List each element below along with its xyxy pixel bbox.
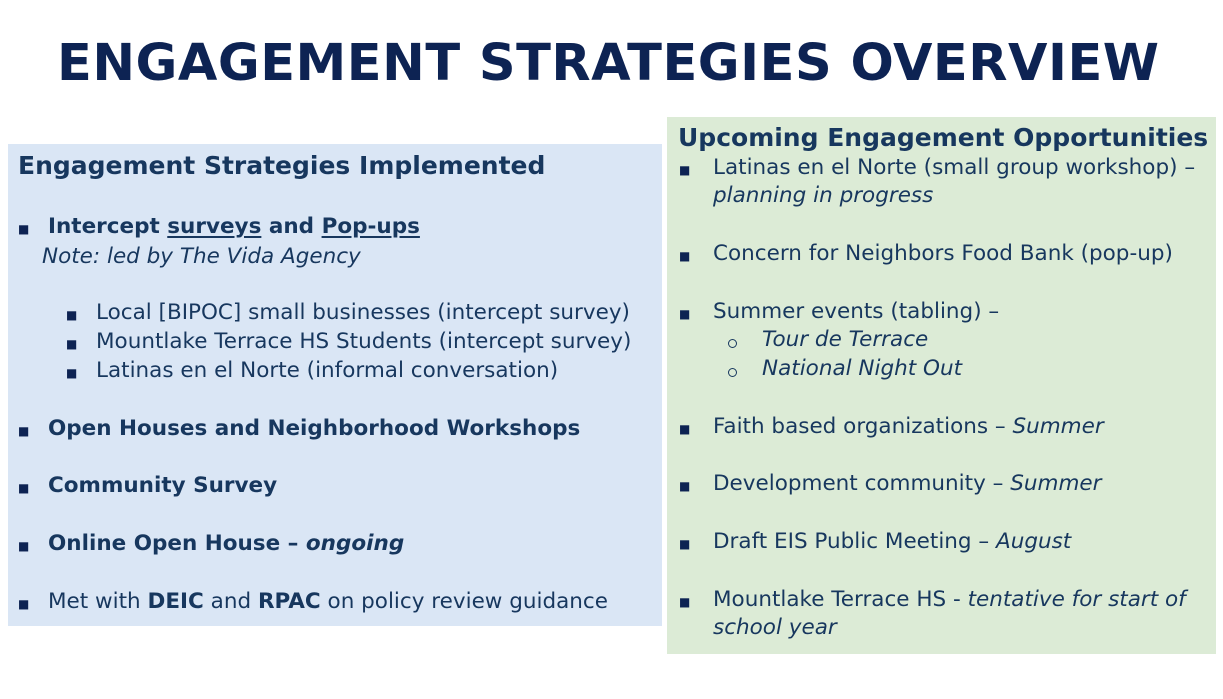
development-text: Development community – (713, 471, 1011, 496)
bullet-square-icon: ■ (66, 337, 78, 351)
intercept-text: Intercept (48, 214, 168, 239)
bullet-square-icon: ■ (18, 597, 30, 611)
summer-text: Summer (1012, 414, 1104, 439)
vida-agency-note: Note: led by The Vida Agency (42, 244, 361, 269)
mlt-hs-item (713, 587, 1186, 612)
policy-review-text: on policy review guidance (320, 589, 608, 614)
open-houses-item: Open Houses and Neighborhood Workshops (48, 416, 581, 441)
august-text: August (996, 529, 1072, 554)
faith-based-item (713, 414, 1104, 439)
bullet-circle-icon (728, 368, 737, 377)
bullet-square-icon: ■ (679, 595, 691, 609)
surveys-link-text: surveys (167, 214, 262, 239)
bullet-circle-icon (728, 339, 737, 348)
development-community-item (713, 471, 1101, 496)
bullet-square-icon: ■ (679, 479, 691, 493)
mlt-hs-text: Mountlake Terrace HS - (713, 587, 968, 612)
draft-eis-item (713, 529, 1071, 554)
bullet-square-icon: ■ (679, 163, 691, 177)
summer-events-item: Summer events (tabling) – (713, 299, 1000, 324)
bullet-square-icon: ■ (18, 222, 30, 236)
deic-text: DEIC (147, 589, 204, 614)
sub-item-hs-students: Mountlake Terrace HS Students (intercept survey) (96, 329, 632, 354)
bullet-square-icon: ■ (679, 307, 691, 321)
school-year-text: school year (713, 615, 837, 640)
and-text: and (261, 214, 322, 239)
draft-eis-text: Draft EIS Public Meeting – (713, 529, 996, 554)
food-bank-item: Concern for Neighbors Food Bank (pop-up) (713, 241, 1173, 266)
intercept-surveys-item (48, 214, 420, 239)
sub-item-bipoc-businesses: Local [BIPOC] small businesses (intercept survey) (96, 300, 630, 325)
bullet-square-icon: ■ (66, 308, 78, 322)
tour-de-terrace-item: Tour de Terrace (762, 327, 929, 352)
online-open-house-text: Online Open House – (48, 531, 306, 556)
bullet-square-icon: ■ (18, 539, 30, 553)
bullet-square-icon: ■ (679, 249, 691, 263)
national-night-out-item: National Night Out (762, 356, 962, 381)
implemented-heading: Engagement Strategies Implemented (18, 151, 546, 180)
ongoing-text: ongoing (305, 531, 405, 556)
planning-in-progress-text: planning in progress (713, 183, 934, 208)
and-text: and (203, 589, 258, 614)
met-with-text: Met with (48, 589, 148, 614)
page-title: ENGAGEMENT STRATEGIES OVERVIEW (57, 34, 1160, 93)
upcoming-heading: Upcoming Engagement Opportunities (678, 123, 1209, 152)
sub-item-latinas: Latinas en el Norte (informal conversation) (96, 358, 559, 383)
popups-link-text: Pop-ups (321, 214, 420, 239)
latinas-workshop-item: Latinas en el Norte (small group workshop) – (713, 155, 1196, 180)
online-open-house-item (48, 531, 404, 556)
met-with-item (48, 589, 608, 614)
bullet-square-icon: ■ (66, 366, 78, 380)
community-survey-item: Community Survey (48, 473, 278, 498)
bullet-square-icon: ■ (18, 424, 30, 438)
bullet-square-icon: ■ (679, 537, 691, 551)
summer-text: Summer (1010, 471, 1102, 496)
bullet-square-icon: ■ (18, 481, 30, 495)
rpac-text: RPAC (257, 589, 321, 614)
tentative-text: tentative for start of (967, 587, 1186, 612)
faith-based-text: Faith based organizations – (713, 414, 1013, 439)
bullet-square-icon: ■ (679, 422, 691, 436)
